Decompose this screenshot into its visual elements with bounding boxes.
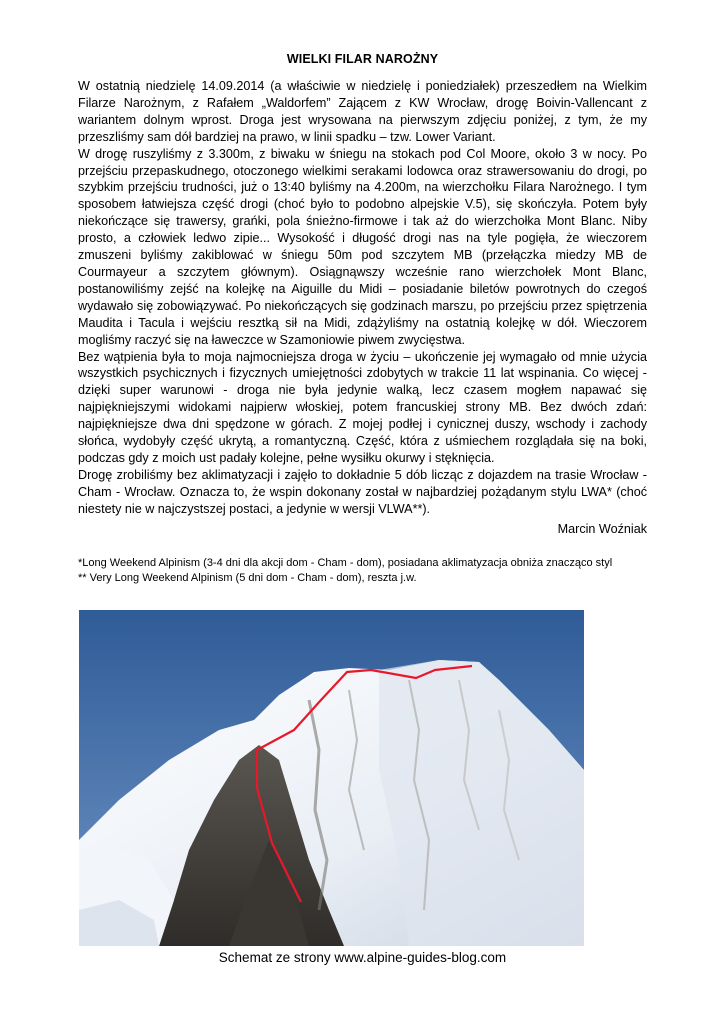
paragraph-2: W drogę ruszyliśmy z 3.300m, z biwaku w śniegu na stokach pod Col Moore, około 3 w nocy. Po przejściu przepaskudnego, otoczonego wielkimi serakami lodowca oraz strawersowaniu do drogi, po szybkim przejściu trudności, już o 13:40 byliśmy na 4.200m, na wierzchołku Filara Narożnego. I tym sposobem łatwiejsza część drogi (choć było to podobno alpejskie V.5), się skończyła. Potem były niekończące się trawersy, grańki, pola śnieżno-firmowe i tak aż do wierzchołka Mont Blanc. Niby prosto, a człowiek ledwo zipie... Wysokość i długość drogi nas na tyle pogięła, że wieczorem zmuszeni byliśmy zakiblować w śniegu 50m pod szczytem MB (przełączka miedzy MB de Courmayeur a szczytem głównym). Osiągnąwszy wcześnie rano wierzchołek Mont Blanc, postanowiliśmy zejść na kolejkę na Aiguille du Midi – posiadanie biletów powrotnych do czegoś wydawało się zobowiązywać. Po niekończących się godzinach marszu, po przejściu przez spiętrzenia Maudita i Tacula i wejściu resztką sił na Midi, zdążyliśmy na ostatnią kolejkę w dół. Wieczorem mogliśmy raczyć się na ławeczce w Szamoniowie piwem zwycięstwa.: [78, 146, 647, 347]
footnote-2: ** Very Long Weekend Alpinism (5 dni dom - Cham - dom), reszta j.w.: [78, 572, 417, 584]
document-title: WIELKI FILAR NAROŻNY: [286, 52, 439, 66]
article-body: [78, 78, 647, 518]
paragraph-3: Bez wątpienia była to moja najmocniejsza droga w życiu – ukończenie jej wymagało od mnie użycia wszystkich psychicznych i fizycznych umiejętności zdobytych w trakcie 11 lat wspinania. Co więcej - dzięki super warunowi - droga nie była jedynie walką, lecz czasem mogłem napawać się najpiękniejszymi widokami najpierw włoskiej, potem francuskiej strony MB. Bez dwóch zdań: najpiękniejsze dwa dni spędzone w górach. Z mojej podłej i cynicznej duszy, wschody i zachody słońca, wydobyły część ukrytą, a romantyczną. Część, która z uśmiechem rozglądała się na boki, podczas gdy z moich ust padały kolejne, pełne wysiłku okurwy i stęknięcia.: [78, 349, 647, 465]
footnotes: [78, 556, 658, 586]
mountain-photo: [79, 610, 584, 946]
author-signature: Marcin Woźniak: [557, 522, 647, 536]
paragraph-4: Drogę zrobiliśmy bez aklimatyzacji i zajęło to dokładnie 5 dób licząc z dojazdem na trasie Wrocław - Cham - Wrocław. Oznacza to, że wspin dokonany został w najbardziej pożądanym stylu LWA* (choć niestety nie w najczystszej postaci, a jedynie w wersji VLWA**).: [78, 467, 647, 516]
footnote-1: *Long Weekend Alpinism (3-4 dni dla akcji dom - Cham - dom), posiadana aklimatyzacja obniża znacząco styl: [78, 557, 613, 569]
photo-caption: Schemat ze strony www.alpine-guides-blog.com: [218, 950, 507, 965]
paragraph-1: W ostatnią niedzielę 14.09.2014 (a właściwie w niedzielę i poniedziałek) przeszedłem na Wielkim Filarze Narożnym, z Rafałem „Waldorfem” Zającem z KW Wrocław, drogę Boivin-Vallencant z wariantem dolnym wprost. Droga jest wrysowana na pierwszym zdjęciu poniżej, z tym, że my przeszliśmy sam dół bardziej na prawo, w linii spadku – tzw. Lower Variant.: [78, 79, 647, 144]
